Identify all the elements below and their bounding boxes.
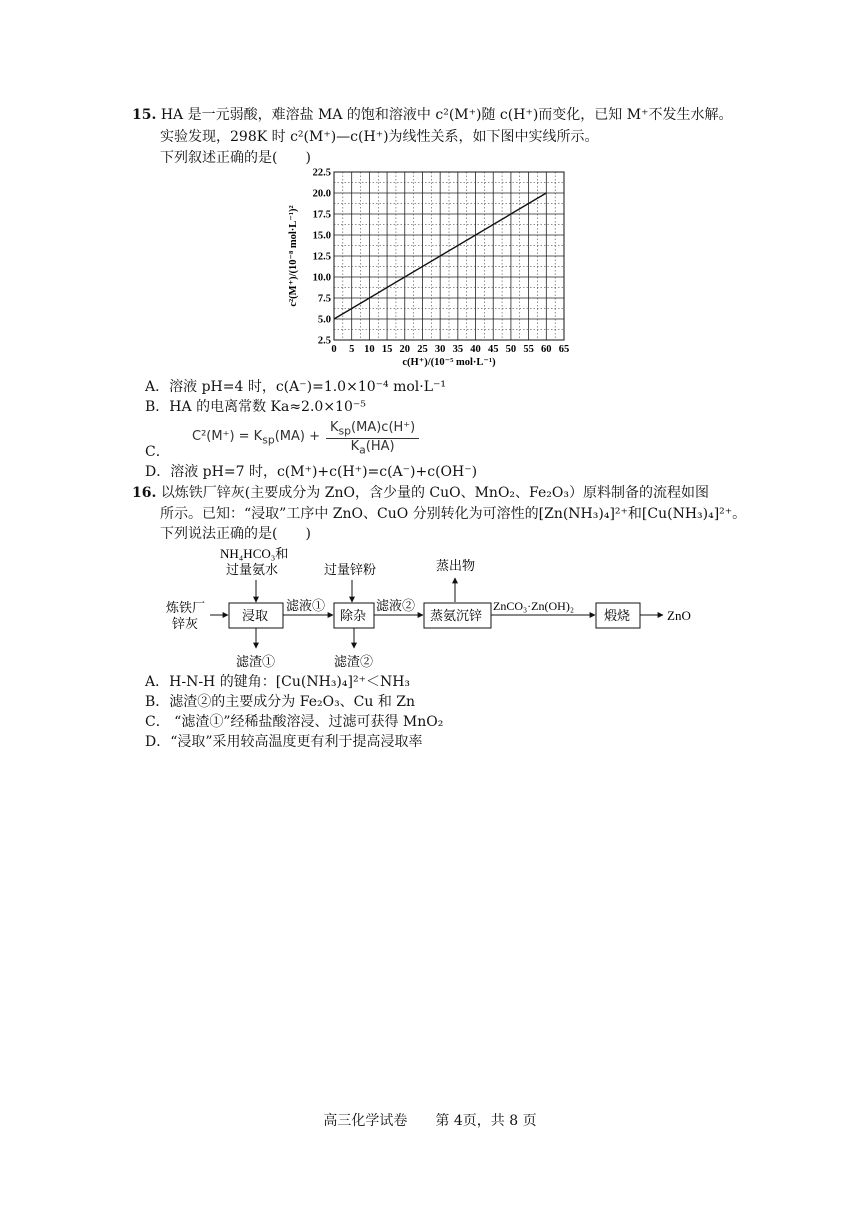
q16-option-b[interactable]	[145, 693, 415, 711]
q16-option-b-text: 滤渣②的主要成分为 Fe₂O₃、Cu 和 Zn	[169, 694, 416, 710]
x-tick-label: 10	[364, 344, 375, 355]
x-tick-label: 40	[470, 344, 481, 355]
q16-line1-text: 以炼铁厂锌灰(主要成分为 ZnO，含少量的 CuO、MnO₂、Fe₂O₃）原料制备的流程如图	[160, 485, 709, 501]
flow-box4-label: 煅烧	[604, 608, 631, 623]
q15-option-a-letter: A．	[145, 379, 170, 395]
formula-fraction	[326, 420, 419, 456]
q16-flowchart-svg	[158, 542, 718, 672]
x-tick-label: 65	[558, 344, 570, 355]
y-tick-label: 2.5	[317, 335, 331, 347]
q15-option-b-letter: B．	[145, 399, 170, 415]
q16-stem-line2: 所示。已知：“浸取”工序中 ZnO、CuO 分别转化为可溶性的[Zn(NH₃)₄]²⁺和[Cu(NH₃)₄]²⁺。	[160, 506, 747, 522]
page-footer: 高三化学试卷 第 4页，共 8 页	[323, 1113, 537, 1129]
q15-option-a[interactable]	[145, 378, 446, 396]
q16-option-a[interactable]	[145, 673, 410, 691]
q16-stem-line1	[132, 484, 709, 502]
flow-end: ZnO	[667, 608, 691, 623]
flow-out-top: 蒸出物	[436, 558, 476, 573]
q15-option-d-letter: D．	[145, 464, 171, 480]
x-tick-label: 0	[331, 344, 337, 355]
q16-flowchart	[158, 542, 718, 672]
y-tick-label: 20.0	[312, 188, 331, 200]
q15-stem-question: 下列叙述正确的是( )	[160, 150, 311, 166]
x-tick-label: 55	[523, 344, 534, 355]
formula-lhs: $C^2(M^+) = K_{sp}(MA)$ +	[192, 429, 320, 447]
y-tick-label: 12.5	[312, 251, 331, 263]
flow-start-line2: 锌灰	[172, 616, 199, 631]
q15-option-b[interactable]	[145, 398, 366, 416]
q16-option-c[interactable]	[145, 713, 443, 731]
q15-number: 15.	[132, 107, 157, 123]
flow-input2: 过量锌粉	[324, 562, 377, 577]
y-tick-label: 15.0	[312, 230, 331, 242]
q16-option-b-letter: B．	[145, 694, 170, 710]
q15-option-c-letter: C．	[145, 444, 170, 460]
flow-start-line1: 炼铁厂	[166, 600, 206, 615]
q15-option-c[interactable]	[145, 443, 170, 461]
q16-option-a-letter: A．	[145, 674, 170, 690]
x-tick-label: 25	[417, 344, 428, 355]
x-tick-label: 15	[381, 344, 393, 355]
flow-arrow2-label: 滤液②	[376, 598, 416, 613]
y-tick-label: 17.5	[312, 209, 331, 221]
q15-stem-line1	[132, 106, 732, 124]
q15-option-c-formula	[192, 418, 419, 458]
x-tick-label: 30	[434, 344, 446, 355]
x-tick-label: 60	[541, 344, 552, 355]
q15-chart	[282, 162, 582, 374]
q15-chart-svg	[282, 162, 582, 374]
q15-option-d-text: 溶液 pH=7 时，c(M⁺)+c(H⁺)=c(A⁻)+c(OH⁻)	[170, 464, 478, 480]
q16-option-c-letter: C．	[145, 714, 170, 730]
q15-line1-text: HA 是一元弱酸，难溶盐 MA 的饱和溶液中 c²(M⁺)随 c(H⁺)而变化，已知 M⁺不发生水解。	[160, 107, 733, 123]
q15-option-a-text: 溶液 pH=4 时，c(A⁻)=1.0×10⁻⁴ mol·L⁻¹	[169, 379, 447, 395]
q15-option-d[interactable]	[145, 463, 477, 481]
q16-option-a-text: H-N-H 的键角：[Cu(NH₃)₄]²⁺＜NH₃	[169, 674, 411, 690]
x-tick-label: 5	[349, 344, 355, 355]
q16-option-d[interactable]	[145, 733, 423, 751]
x-tick-label: 45	[487, 344, 499, 355]
formula-denominator: $K_a(HA)$	[350, 438, 395, 457]
q16-option-c-text: “滤渣①”经稀盐酸溶浸、过滤可获得 MnO₂	[169, 714, 444, 730]
flow-arrow3-label: ZnCO₃·Zn(OH)₂	[493, 599, 575, 613]
formula-numerator: $K_{sp}(MA)c(H^+)$	[326, 420, 419, 439]
flow-box2-label: 除杂	[340, 608, 367, 623]
y-tick-label: 22.5	[312, 167, 331, 179]
flow-arrow1-label: 滤液①	[286, 598, 326, 613]
flow-box3-label: 蒸氨沉锌	[430, 608, 483, 623]
flow-box1-label: 浸取	[242, 608, 269, 623]
x-tick-label: 35	[452, 344, 464, 355]
flow-residue2: 滤渣②	[334, 654, 374, 669]
y-tick-label: 7.5	[317, 293, 331, 305]
y-tick-label: 5.0	[317, 314, 331, 326]
q16-number: 16.	[132, 485, 157, 501]
q15-option-b-text: HA 的电离常数 Ka≈2.0×10⁻⁵	[169, 399, 366, 415]
flow-input1-line2: 过量氨水	[226, 562, 279, 577]
q15-stem-line2: 实验发现，298K 时 c²(M⁺)—c(H⁺)为线性关系，如下图中实线所示。	[160, 129, 599, 145]
flow-residue1: 滤渣①	[236, 654, 276, 669]
q16-option-d-letter: D．	[145, 734, 171, 750]
q16-option-d-text: “浸取”采用较高温度更有利于提高浸取率	[170, 734, 423, 750]
y-axis-label: c²(M⁺)/(10⁻⁸ mol·L⁻¹)²	[288, 205, 299, 307]
x-tick-label: 50	[505, 344, 517, 355]
y-tick-label: 10.0	[312, 272, 331, 284]
x-tick-label: 20	[399, 344, 411, 355]
q16-stem-question: 下列说法正确的是( )	[160, 526, 311, 542]
flow-input1-line1: NH₄HCO₃和	[220, 546, 289, 561]
x-axis-label: c(H⁺)/(10⁻⁵ mol·L⁻¹)	[402, 357, 496, 368]
